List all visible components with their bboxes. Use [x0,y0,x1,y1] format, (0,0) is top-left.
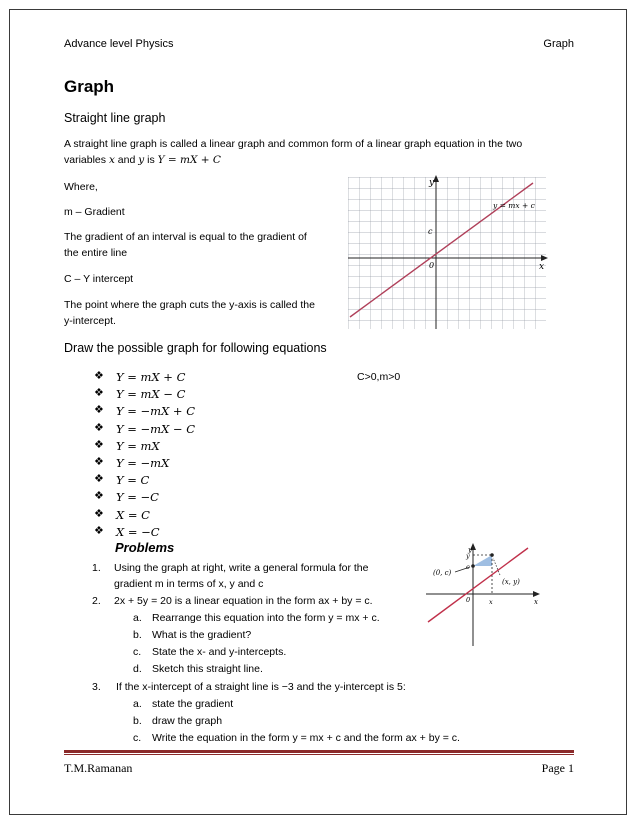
equation-item: Y = C [116,473,150,488]
problem-3b-text: draw the graph [152,715,223,727]
graph1-y-label: y [429,178,435,188]
bullet-icon: ❖ [94,524,104,537]
bullet-icon: ❖ [94,404,104,417]
problem-3-num: 3. [92,681,101,693]
problem-2b-letter: b. [133,629,142,641]
bullet-icon: ❖ [94,507,104,520]
diagram-x-arrow [533,591,540,597]
problem-1-line-1: Using the graph at right, write a general formula for the [114,562,369,574]
graph1-eq-label: y = mx + c [493,201,535,210]
problem-3c-letter: c. [133,732,142,744]
equation-item: Y = −C [116,490,159,505]
bullet-icon: ❖ [94,387,104,400]
grid [348,177,546,329]
header-right: Graph [543,38,574,50]
problem-2b-text: What is the gradient? [152,629,252,641]
intro-line-1: A straight line graph is called a linear graph and common form of a linear graph equation in the two [64,138,523,150]
intro-var-x: x [108,154,115,166]
problem-2-num: 2. [92,595,101,607]
equation-item: Y = −mX [116,456,170,470]
gradient-label: m – Gradient [64,206,125,218]
problem-2c-text: State the x- and y-intercepts. [152,646,287,658]
footer-page-number: Page 1 [541,761,574,775]
bullet-icon: ❖ [94,370,104,382]
condition-label: C>0,m>0 [357,371,401,383]
bullet-icon: ❖ [94,490,104,503]
diagram-y-tick: y [466,552,470,560]
problem-3a-letter: a. [133,698,142,710]
gradient-desc-1: The gradient of an interval is equal to the gradient of [64,231,307,243]
intercept-desc-2: y-intercept. [64,315,116,327]
intro-equation: Y = mX + C [157,154,221,166]
equation-item: X = −C [116,524,160,539]
equation-item: Y = mX − C [116,387,186,402]
intercept-label: C – Y intercept [64,273,134,285]
diagram-origin: 0 [466,596,471,604]
problem-3b-letter: b. [133,715,142,727]
problem-2a-letter: a. [133,612,142,624]
problem-2d-letter: d. [133,663,142,675]
intro-prefix: variables [64,154,107,166]
diagram-xy-point-label: (x, y) [502,578,520,586]
problem-1-num: 1. [92,562,101,574]
graph1-c-label: c [428,227,433,236]
equation-item: Y = −mX + C [116,404,196,419]
draw-heading: Draw the possible graph for following equations [64,341,327,355]
diagram-c-point-label: (0, c) [433,569,452,577]
equation-item: Y = mX [116,438,160,453]
problem-3a-text: state the gradient [152,698,234,710]
intro-line-2 [64,153,221,168]
linear-graph-figure [345,173,550,333]
footer-rule-thin [64,754,574,755]
bullet-icon: ❖ [94,421,104,434]
intro-var-y: y [138,154,145,166]
intro-is: is [147,154,155,166]
problem-2c-letter: c. [133,646,142,658]
problem-3c-text: Write the equation in the form y = mx + c and the form ax + by = c. [152,732,460,744]
intro-and: and [117,154,136,166]
gradient-desc-2: the entire line [64,247,128,259]
bullet-icon: ❖ [94,473,104,486]
equation-item: Y = mX + C [116,370,186,384]
page-title: Graph [64,77,115,96]
intercept-desc-1: The point where the graph cuts the y-axis is called the [64,299,315,311]
bullet-icon: ❖ [94,456,104,468]
equation-item: X = C [116,507,150,522]
problem-2-line-1: 2x + 5y = 20 is a linear equation in the form ax + by = c. [114,595,373,607]
diagram-y-label: y [468,546,472,554]
gradient-diagram [422,542,542,650]
graph1-x-label: x [539,262,545,272]
point-x-y [490,553,494,557]
rise-run-triangle [473,555,492,566]
bullet-icon: ❖ [94,438,104,451]
problem-2d-text: Sketch this straight line. [152,663,263,675]
graph1-origin: 0 [429,261,435,270]
where-label: Where, [64,181,98,193]
problem-1-line-2: gradient m in terms of x, y and c [114,578,264,590]
footer-author: T.M.Ramanan [64,761,133,775]
diagram-c-tick: c [466,563,470,571]
diagram-x-label: x [534,598,538,606]
diagram-x-tick: x [489,598,493,606]
footer-rule-thick [64,750,574,753]
section-subtitle: Straight line graph [64,111,166,125]
problem-2a-text: Rearrange this equation into the form y = mx + c. [152,612,380,624]
header-left: Advance level Physics [64,38,174,50]
problem-3-line-1: If the x-intercept of a straight line is −3 and the y-intercept is 5: [116,681,406,693]
point-0-c [471,564,475,568]
equation-item: Y = −mX − C [116,421,196,436]
problems-heading: Problems [115,540,175,555]
